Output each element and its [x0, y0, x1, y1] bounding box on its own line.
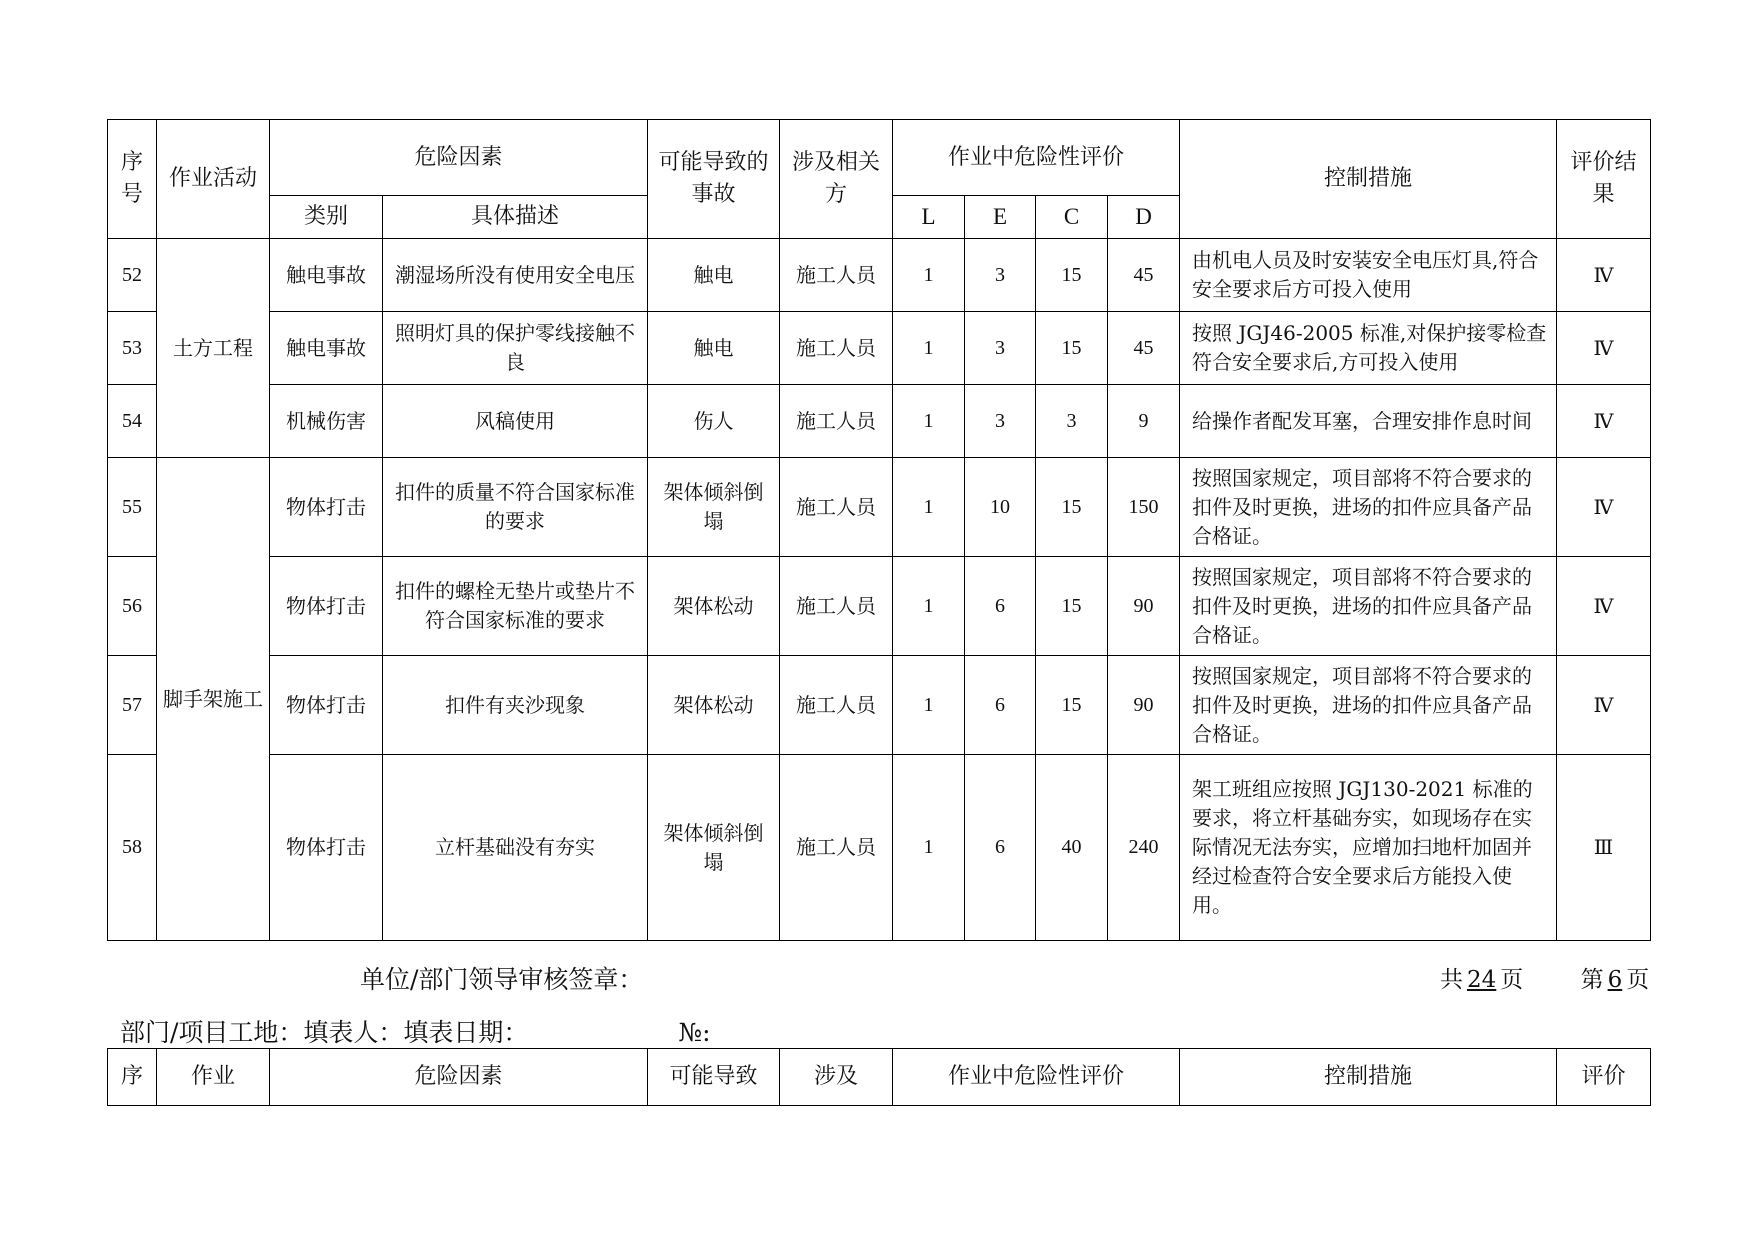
row-result: Ⅳ	[1557, 385, 1651, 458]
total-prefix: 共	[1440, 967, 1463, 993]
row-accident: 架体倾斜倒塌	[648, 458, 780, 557]
table-row	[108, 385, 1651, 458]
row-seq: 56	[108, 557, 157, 656]
row-c: 15	[1036, 656, 1108, 755]
table-row	[108, 656, 1651, 755]
row-measures: 按照国家规定，项目部将不符合要求的扣件及时更换，进场的扣件应具备产品合格证。	[1180, 656, 1557, 755]
row-category: 机械伤害	[270, 385, 383, 458]
header-l: L	[893, 196, 965, 239]
header-measures: 控制措施	[1180, 120, 1557, 239]
total-pages: 24	[1467, 967, 1497, 993]
row-category: 物体打击	[270, 557, 383, 656]
row-d: 45	[1108, 239, 1180, 312]
row-accident: 触电	[648, 239, 780, 312]
row-measures: 按照 JGJ46-2005 标准,对保护接零检查符合安全要求后,方可投入使用	[1180, 312, 1557, 385]
row-parties: 施工人员	[780, 312, 893, 385]
row-description: 扣件的螺栓无垫片或垫片不符合国家标准的要求	[383, 557, 648, 656]
group-activity: 土方工程	[157, 239, 270, 458]
row-l: 1	[893, 458, 965, 557]
header-e: E	[965, 196, 1036, 239]
row-d: 90	[1108, 656, 1180, 755]
row-seq: 58	[108, 755, 157, 941]
row-parties: 施工人员	[780, 385, 893, 458]
header-hazard: 危险因素	[270, 120, 648, 196]
row-measures: 架工班组应按照 JGJ130-2021 标准的要求，将立杆基础夯实，如现场存在实际情况无法夯实，应增加扫地杆加固并经过检查符合安全要求后方能投入使用。	[1180, 755, 1557, 941]
row-l: 1	[893, 239, 965, 312]
row-category: 物体打击	[270, 656, 383, 755]
row-e: 6	[965, 656, 1036, 755]
next-header-measures: 控制措施	[1180, 1049, 1557, 1106]
row-l: 1	[893, 385, 965, 458]
row-result: Ⅳ	[1557, 557, 1651, 656]
row-l: 1	[893, 312, 965, 385]
row-d: 240	[1108, 755, 1180, 941]
header-evaluation: 作业中危险性评价	[893, 120, 1180, 196]
header-accident: 可能导致的事故	[648, 120, 780, 239]
table-row	[108, 557, 1651, 656]
row-c: 15	[1036, 239, 1108, 312]
row-result: Ⅲ	[1557, 755, 1651, 941]
row-measures: 按照国家规定，项目部将不符合要求的扣件及时更换，进场的扣件应具备产品合格证。	[1180, 458, 1557, 557]
row-description: 扣件的质量不符合国家标准的要求	[383, 458, 648, 557]
row-accident: 架体倾斜倒塌	[648, 755, 780, 941]
row-measures: 给操作者配发耳塞，合理安排作息时间	[1180, 385, 1557, 458]
row-d: 150	[1108, 458, 1180, 557]
row-seq: 53	[108, 312, 157, 385]
row-result: Ⅳ	[1557, 239, 1651, 312]
row-measures: 由机电人员及时安装安全电压灯具,符合安全要求后方可投入使用	[1180, 239, 1557, 312]
page-prefix: 第	[1580, 967, 1604, 993]
row-c: 40	[1036, 755, 1108, 941]
row-c: 15	[1036, 458, 1108, 557]
next-header-parties: 涉及	[780, 1049, 893, 1106]
next-header-result: 评价	[1557, 1049, 1651, 1106]
row-e: 10	[965, 458, 1036, 557]
page-info	[1440, 961, 1649, 994]
row-description: 照明灯具的保护零线接触不良	[383, 312, 648, 385]
group-activity: 脚手架施工	[157, 458, 270, 941]
row-e: 3	[965, 385, 1036, 458]
row-description: 扣件有夹沙现象	[383, 656, 648, 755]
row-result: Ⅳ	[1557, 312, 1651, 385]
dept-line-label: 部门/项目工地：填表人：填表日期：	[120, 1018, 529, 1047]
row-description: 立杆基础没有夯实	[383, 755, 648, 941]
row-seq: 57	[108, 656, 157, 755]
row-l: 1	[893, 557, 965, 656]
row-accident: 架体松动	[648, 656, 780, 755]
row-parties: 施工人员	[780, 458, 893, 557]
row-l: 1	[893, 656, 965, 755]
risk-assessment-table	[107, 119, 1651, 941]
row-c: 15	[1036, 312, 1108, 385]
row-l: 1	[893, 755, 965, 941]
row-category: 物体打击	[270, 458, 383, 557]
row-category: 物体打击	[270, 755, 383, 941]
row-e: 3	[965, 312, 1036, 385]
page-number: 6	[1607, 967, 1623, 993]
header-activity: 作业活动	[157, 120, 270, 239]
total-suffix: 页	[1500, 967, 1524, 993]
row-d: 45	[1108, 312, 1180, 385]
next-header-hazard: 危险因素	[270, 1049, 648, 1106]
row-d: 90	[1108, 557, 1180, 656]
row-seq: 52	[108, 239, 157, 312]
header-seq: 序号	[108, 120, 157, 239]
next-header-seq: 序	[108, 1049, 157, 1106]
row-parties: 施工人员	[780, 557, 893, 656]
row-parties: 施工人员	[780, 239, 893, 312]
row-d: 9	[1108, 385, 1180, 458]
number-label: №:	[678, 1018, 711, 1047]
next-header-accident: 可能导致	[648, 1049, 780, 1106]
row-description: 潮湿场所没有使用安全电压	[383, 239, 648, 312]
page-suffix: 页	[1626, 967, 1650, 993]
header-parties: 涉及相关方	[780, 120, 893, 239]
header-description: 具体描述	[383, 196, 648, 239]
row-parties: 施工人员	[780, 656, 893, 755]
row-seq: 55	[108, 458, 157, 557]
row-parties: 施工人员	[780, 755, 893, 941]
next-header-activity: 作业	[157, 1049, 270, 1106]
row-category: 触电事故	[270, 239, 383, 312]
row-c: 15	[1036, 557, 1108, 656]
row-result: Ⅳ	[1557, 656, 1651, 755]
header-result: 评价结果	[1557, 120, 1651, 239]
table-row	[108, 312, 1651, 385]
row-result: Ⅳ	[1557, 458, 1651, 557]
signature-label: 单位/部门领导审核签章：	[360, 965, 644, 994]
header-c: C	[1036, 196, 1108, 239]
row-e: 6	[965, 557, 1036, 656]
row-c: 3	[1036, 385, 1108, 458]
table-row	[108, 458, 1651, 557]
row-accident: 架体松动	[648, 557, 780, 656]
row-category: 触电事故	[270, 312, 383, 385]
row-measures: 按照国家规定，项目部将不符合要求的扣件及时更换，进场的扣件应具备产品合格证。	[1180, 557, 1557, 656]
next-page-header-table	[107, 1048, 1651, 1106]
row-seq: 54	[108, 385, 157, 458]
header-category: 类别	[270, 196, 383, 239]
row-accident: 触电	[648, 312, 780, 385]
dept-line	[120, 1013, 711, 1049]
row-accident: 伤人	[648, 385, 780, 458]
header-d: D	[1108, 196, 1180, 239]
row-e: 6	[965, 755, 1036, 941]
table-row	[108, 755, 1651, 941]
row-description: 风稿使用	[383, 385, 648, 458]
row-e: 3	[965, 239, 1036, 312]
table-row	[108, 239, 1651, 312]
next-header-evaluation: 作业中危险性评价	[893, 1049, 1180, 1106]
